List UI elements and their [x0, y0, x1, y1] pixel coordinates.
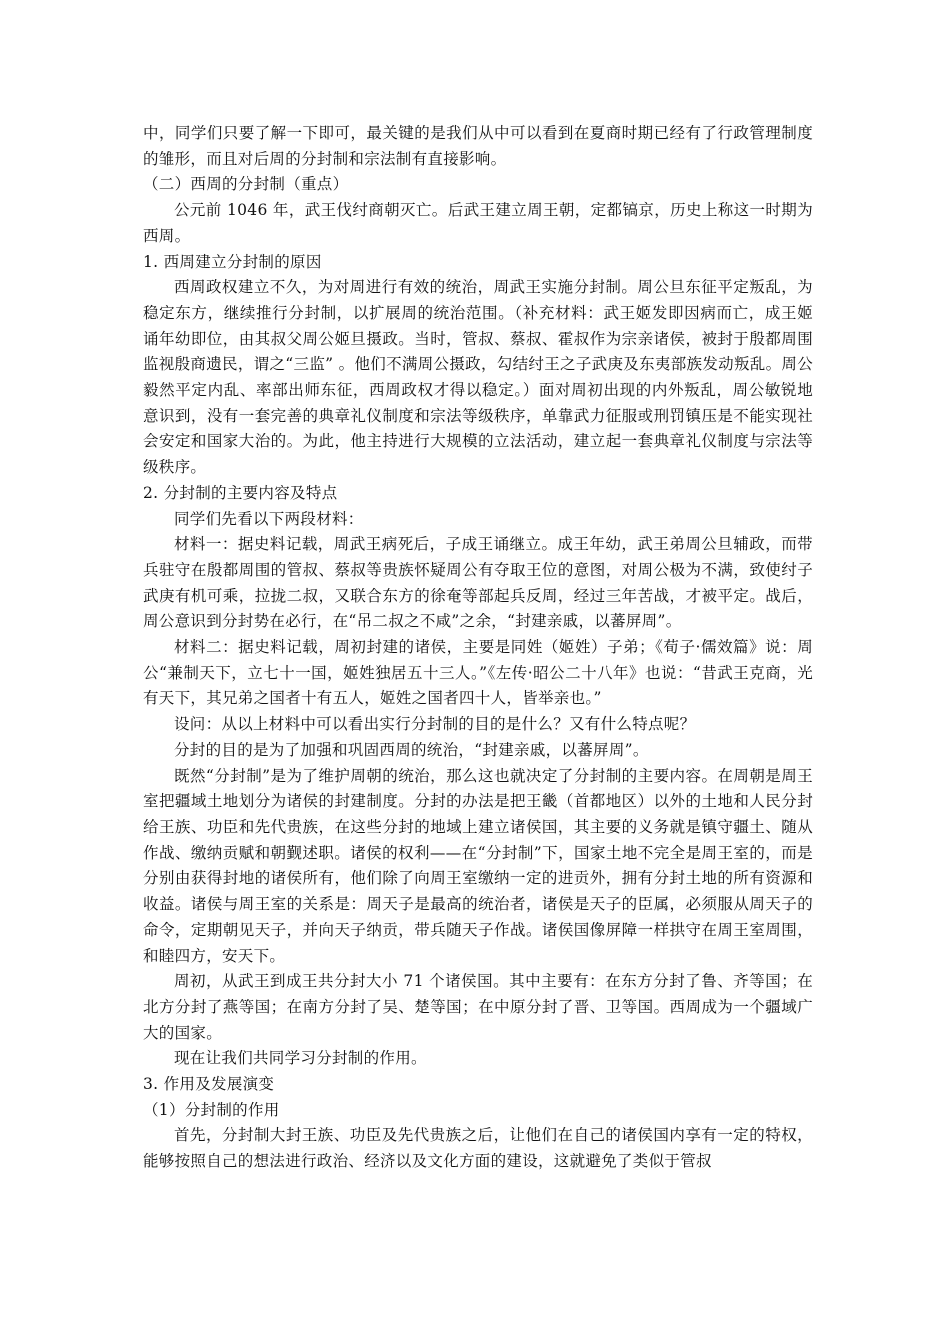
paragraph: 现在让我们共同学习分封制的作用。: [174, 1049, 427, 1068]
paragraph: 周初，从武王到成王共分封大小 71 个诸侯国。其中主要有：在东方分封了鲁、齐等国；在北方分封了燕等国；在南方分封了吴、楚等国；在中原分封了晋、卫等国。西周成为一个疆域广大的国家。: [143, 972, 813, 1042]
paragraph: 既然“分封制”是为了维护周朝的统治，那么这也就决定了分封制的主要内容。在周朝是周王室把疆域土地划分为诸侯的封建制度。分封的办法是把王畿（首都地区）以外的土地和人民分封给王族、功臣和先代贵族，在这些分封的地域上建立诸侯国，其主要的义务就是镇守疆土、随从作战、缴纳贡赋和朝觐述职。诸侯的权利——在“分封制”下，国家土地不完全是周王室的，而是分别由获得封地的诸侯所有，他们除了向周王室缴纳一定的进贡外，拥有分封土地的所有资源和收益。诸侯与周王室的关系是：周天子是最高的统治者，诸侯是天子的臣属，必须服从周天子的命令，定期朝见天子，并向天子纳贡，带兵随天子作战。诸侯国像屏障一样拱守在周王室周围，和睦四方，安天下。: [143, 766, 813, 965]
sub-heading: （1）分封制的作用: [143, 1100, 280, 1119]
section-heading: （二）西周的分封制（重点）: [143, 175, 349, 194]
paragraph: 中，同学们只要了解一下即可，最关键的是我们从中可以看到在夏商时期已经有了行政管理制度的雏形，而且对后周的分封制和宗法制有直接影响。: [143, 124, 813, 168]
numbered-heading: 2. 分封制的主要内容及特点: [143, 483, 338, 502]
paragraph: 分封的目的是为了加强和巩固西周的统治，“封建亲戚，以蕃屏周”。: [174, 740, 649, 759]
document-body: [143, 121, 813, 1175]
numbered-heading: 1. 西周建立分封制的原因: [143, 252, 322, 271]
paragraph: 材料一：据史料记载，周武王病死后，子成王诵继立。成王年幼，武王弟周公旦辅政，而带兵驻守在殷都周围的管叔、蔡叔等贵族怀疑周公有夺取王位的意图，对周公极为不满，致使纣子武庚有机可乘，拉拢二叔，又联合东方的徐奄等部起兵反周，经过三年苦战，才被平定。战后，周公意识到分封势在必行，在“吊二叔之不咸”之余，“封建亲戚，以蕃屏周”。: [143, 535, 813, 631]
paragraph: 设问：从以上材料中可以看出实行分封制的目的是什么？又有什么特点呢？: [174, 715, 696, 734]
paragraph: 首先，分封制大封王族、功臣及先代贵族之后，让他们在自己的诸侯国内享有一定的特权，能够按照自己的想法进行政治、经济以及文化方面的建设，这就避免了类似于管叔: [143, 1126, 813, 1171]
paragraph: 同学们先看以下两段材料：: [174, 509, 364, 528]
paragraph: 西周政权建立不久，为对周进行有效的统治，周武王实施分封制。周公旦东征平定叛乱，为稳定东方，继续推行分封制，以扩展周的统治范围。（补充材料：武王姬发即因病而亡，成王姬诵年幼即位，由其叔父周公姬旦摄政。当时，管叔、蔡叔、霍叔作为宗亲诸侯，被封于殷都周围监视殷商遗民，谓之“三监” 。他们不满周公摄政，勾结纣王之子武庚及东夷部族发动叛乱。周公毅然平定内乱、率部出师东征，西周政权才得以稳定。）面对周初出现的内外叛乱，周公敏锐地意识到，没有一套完善的典章礼仪制度和宗法等级秩序，单靠武力征服或刑罚镇压是不能实现社会安定和国家大治的。为此，他主持进行大规模的立法活动，建立起一套典章礼仪制度与宗法等级秩序。: [143, 278, 813, 477]
paragraph: 材料二：据史料记载，周初封建的诸侯，主要是同姓（姬姓）子弟；《荀子·儒效篇》说：周公“兼制天下，立七十一国，姬姓独居五十三人。”《左传·昭公二十八年》也说：“昔武王克商，光有天下，其兄弟之国者十有五人，姬姓之国者四十人，皆举亲也。”: [143, 638, 813, 708]
numbered-heading: 3. 作用及发展演变: [143, 1075, 275, 1094]
paragraph: 公元前 1046 年，武王伐纣商朝灭亡。后武王建立周王朝，定都镐京，历史上称这一时期为西周。: [143, 201, 813, 245]
